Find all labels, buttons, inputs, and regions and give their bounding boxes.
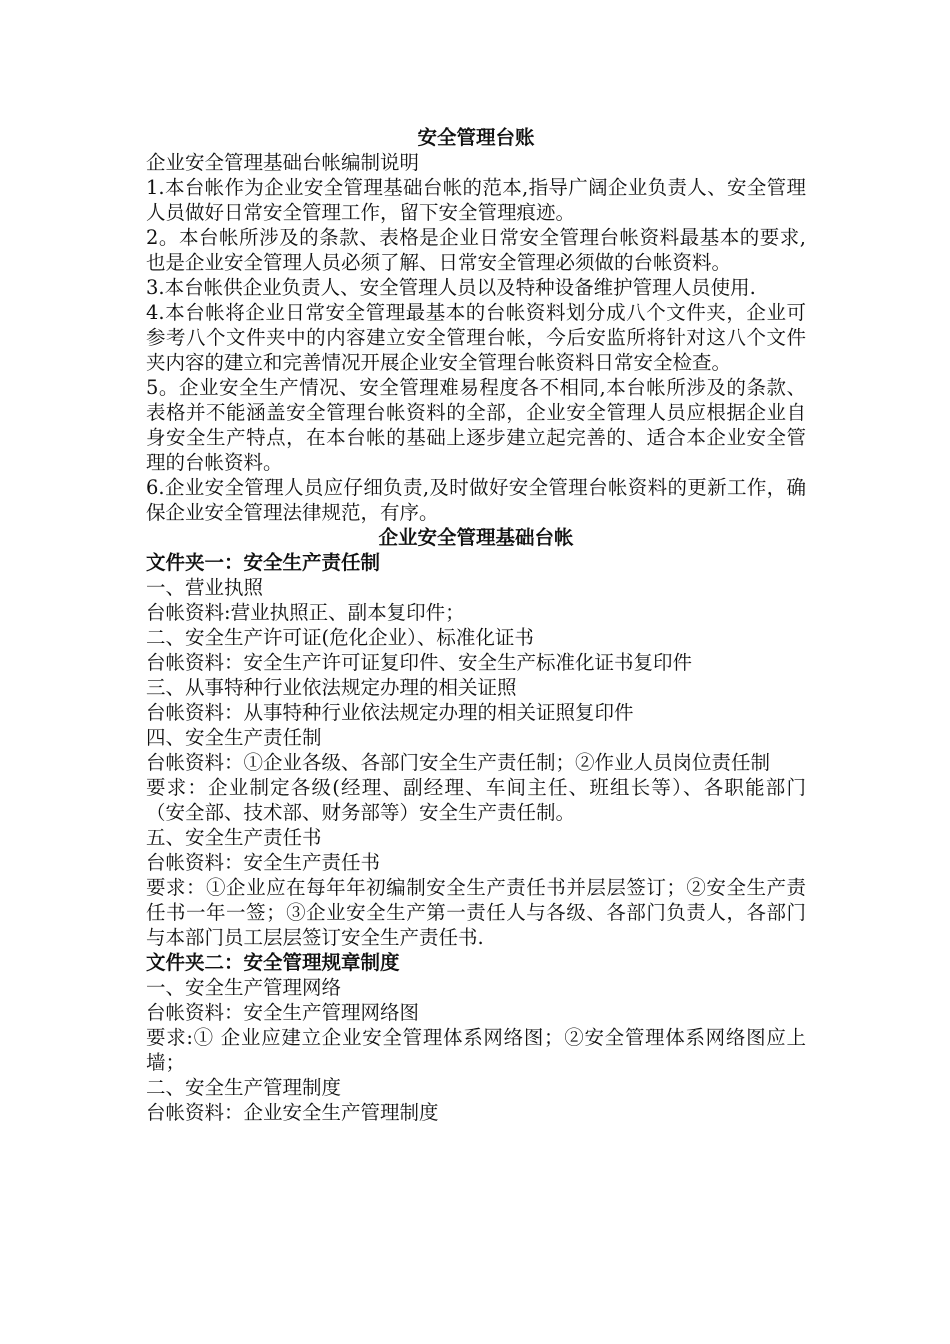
folder-line: 台帐资料：安全生产责任书 xyxy=(146,851,381,874)
folder-line: 二、安全生产管理制度 xyxy=(146,1076,342,1099)
folder-line: 要求：①企业应在每年年初编制安全生产责任书并层层签订；②安全生产责任书一年一签；③企业安全生产第一责任人与各级、各部门负责人，各部门与本部门员工层层签订安全生产责任书. xyxy=(146,876,806,949)
folder-line: 要求：企业制定各级(经理、副经理、车间主任、班组长等）、各职能部门（安全部、技术部、财务部等）安全生产责任制。 xyxy=(146,776,806,824)
folder-line: 台帐资料：安全生产许可证复印件、安全生产标准化证书复印件 xyxy=(146,651,693,674)
document-page xyxy=(146,125,806,1125)
folder-line: 台帐资料：安全生产管理网络图 xyxy=(146,1001,420,1024)
folder-line: 一、安全生产管理网络 xyxy=(146,976,342,999)
document-title: 安全管理台账 xyxy=(417,126,535,149)
intro-paragraph: 1.本台帐作为企业安全管理基础台帐的范本,指导广阔企业负责人、安全管理人员做好日常安全管理工作，留下安全管理痕迹。 xyxy=(146,176,806,224)
folder-line: 五、安全生产责任书 xyxy=(146,826,322,849)
folder-line: 要求:① 企业应建立企业安全管理体系网络图；②安全管理体系网络图应上墙； xyxy=(146,1026,806,1074)
folder-line: 四、安全生产责任制 xyxy=(146,726,322,749)
folder-line: 台帐资料：从事特种行业依法规定办理的相关证照复印件 xyxy=(146,701,634,724)
intro-paragraph: 2。本台帐所涉及的条款、表格是企业日常安全管理台帐资料最基本的要求,也是企业安全管理人员必须了解、日常安全管理必须做的台帐资料。 xyxy=(146,226,806,274)
intro-paragraph: 3.本台帐供企业负责人、安全管理人员以及特种设备维护管理人员使用. xyxy=(146,276,756,299)
intro-paragraph: 4.本台帐将企业日常安全管理最基本的台帐资料划分成八个文件夹，企业可参考八个文件夹中的内容建立安全管理台帐，今后安监所将针对这八个文件夹内容的建立和完善情况开展企业安全管理台帐资料日常安全检查。 xyxy=(146,301,806,374)
folder-line: 台帐资料：企业安全生产管理制度 xyxy=(146,1101,439,1124)
folder-line: 三、从事特种行业依法规定办理的相关证照 xyxy=(146,676,517,699)
folder-line: 台帐资料:营业执照正、副本复印件； xyxy=(146,601,465,624)
folder-heading: 文件夹二：安全管理规章制度 xyxy=(146,951,400,974)
intro-paragraph: 6.企业安全管理人员应仔细负责,及时做好安全管理台帐资料的更新工作，确保企业安全管理法律规范，有序。 xyxy=(146,476,806,524)
section-title: 企业安全管理基础台帐 xyxy=(378,526,574,549)
folder-line: 一、营业执照 xyxy=(146,576,264,599)
folder-heading: 文件夹一：安全生产责任制 xyxy=(146,551,381,574)
intro-paragraph: 5。企业安全生产情况、安全管理难易程度各不相同,本台帐所涉及的条款、表格并不能涵盖安全管理台帐资料的全部，企业安全管理人员应根据企业自身安全生产特点，在本台帐的基础上逐步建立起完善的、适合本企业安全管理的台帐资料。 xyxy=(146,376,806,474)
folder-line: 台帐资料：①企业各级、各部门安全生产责任制；②作业人员岗位责任制 xyxy=(146,751,771,774)
folder-line: 二、安全生产许可证(危化企业）、标准化证书 xyxy=(146,626,534,649)
document-subtitle: 企业安全管理基础台帐编制说明 xyxy=(146,151,420,174)
